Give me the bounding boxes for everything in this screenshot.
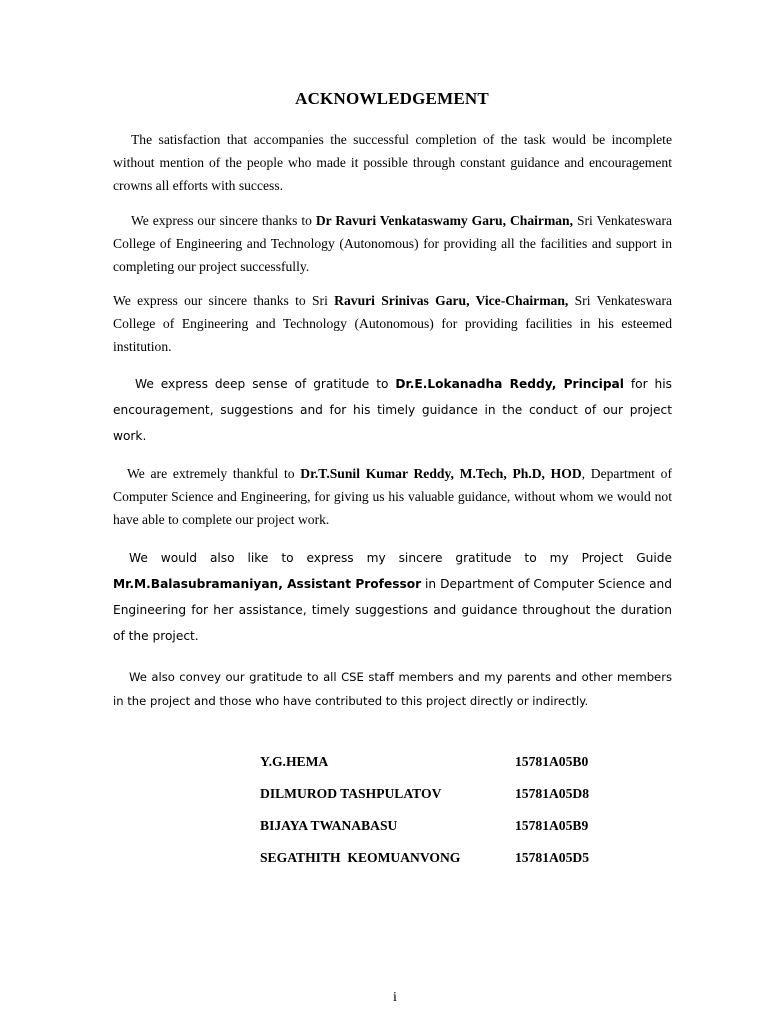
member-name: Y.G.HEMA: [260, 754, 329, 769]
member-id: 15781A05D5: [515, 850, 590, 865]
paragraph-2-after: Sri Venkateswara College of Engineering and Technology (Autonomous) for providing all the facilities and support in completing our project successfully.: [113, 213, 673, 274]
team-members-list: [260, 754, 620, 882]
paragraph-1-text: The satisfaction that accompanies the successful completion of the task would be incomplete without mention of the people who made it possible through constant guidance and encouragement crowns all efforts with success.: [113, 132, 672, 193]
paragraph-4-bold: Dr.E.Lokanadha Reddy, Principal: [395, 377, 624, 391]
paragraph-2-bold: Dr Ravuri Venkataswamy Garu, Chairman,: [315, 213, 574, 228]
member-name: DILMUROD TASHPULATOV: [260, 786, 442, 801]
member-id: 15781A05D8: [515, 786, 590, 801]
paragraph-5-after: , Department of Computer Science and Engineering, for giving us his valuable guidance, without whom we would not have able to complete our project work.: [113, 466, 673, 527]
page-number: i: [393, 990, 397, 1005]
paragraph-5-bold: Dr.T.Sunil Kumar Reddy, M.Tech, Ph.D, HOD: [300, 466, 582, 481]
paragraph-2-before: We express our sincere thanks to: [131, 213, 316, 228]
paragraph-5-before: We are extremely thankful to: [127, 466, 301, 481]
paragraph-3-before: We express our sincere thanks to Sri: [113, 293, 335, 308]
member-name: BIJAYA TWANABASU: [260, 818, 398, 833]
paragraph-3-bold: Ravuri Srinivas Garu, Vice-Chairman,: [334, 293, 569, 308]
paragraph-6: [113, 545, 672, 649]
member-row: [260, 818, 620, 850]
member-row: [260, 850, 620, 882]
page-title: ACKNOWLEDGEMENT: [295, 89, 489, 108]
paragraph-6-before: We would also like to express my sincere gratitude to my Project Guide: [129, 551, 672, 565]
paragraph-4-after: for his encouragement, suggestions and for his timely guidance in the conduct of our project work.: [113, 377, 672, 443]
member-id: 15781A05B9: [515, 818, 589, 833]
paragraph-3: [113, 289, 672, 358]
paragraph-6-after: in Department of Computer Science and Engineering for her assistance, timely suggestions and guidance throughout the duration of the project.: [113, 577, 672, 643]
paragraph-7-text: We also convey our gratitude to all CSE staff members and my parents and other members in the project and those who have contributed to this project directly or indirectly.: [113, 670, 672, 708]
member-row: [260, 754, 620, 786]
paragraph-5: [113, 462, 672, 531]
member-id: 15781A05B0: [515, 754, 589, 769]
paragraph-7: [113, 665, 672, 713]
paragraph-3-after: Sri Venkateswara College of Engineering and Technology (Autonomous) for providing facilities in his esteemed institution.: [113, 293, 673, 354]
member-name: SEGATHITH KEOMUANVONG: [260, 850, 461, 865]
paragraph-4: [113, 371, 672, 449]
paragraph-6-bold: Mr.M.Balasubramaniyan, Assistant Professor: [113, 577, 422, 591]
member-row: [260, 786, 620, 818]
paragraph-1: [113, 128, 672, 197]
paragraph-4-before: We express deep sense of gratitude to: [135, 377, 396, 391]
paragraph-2: [113, 209, 672, 278]
